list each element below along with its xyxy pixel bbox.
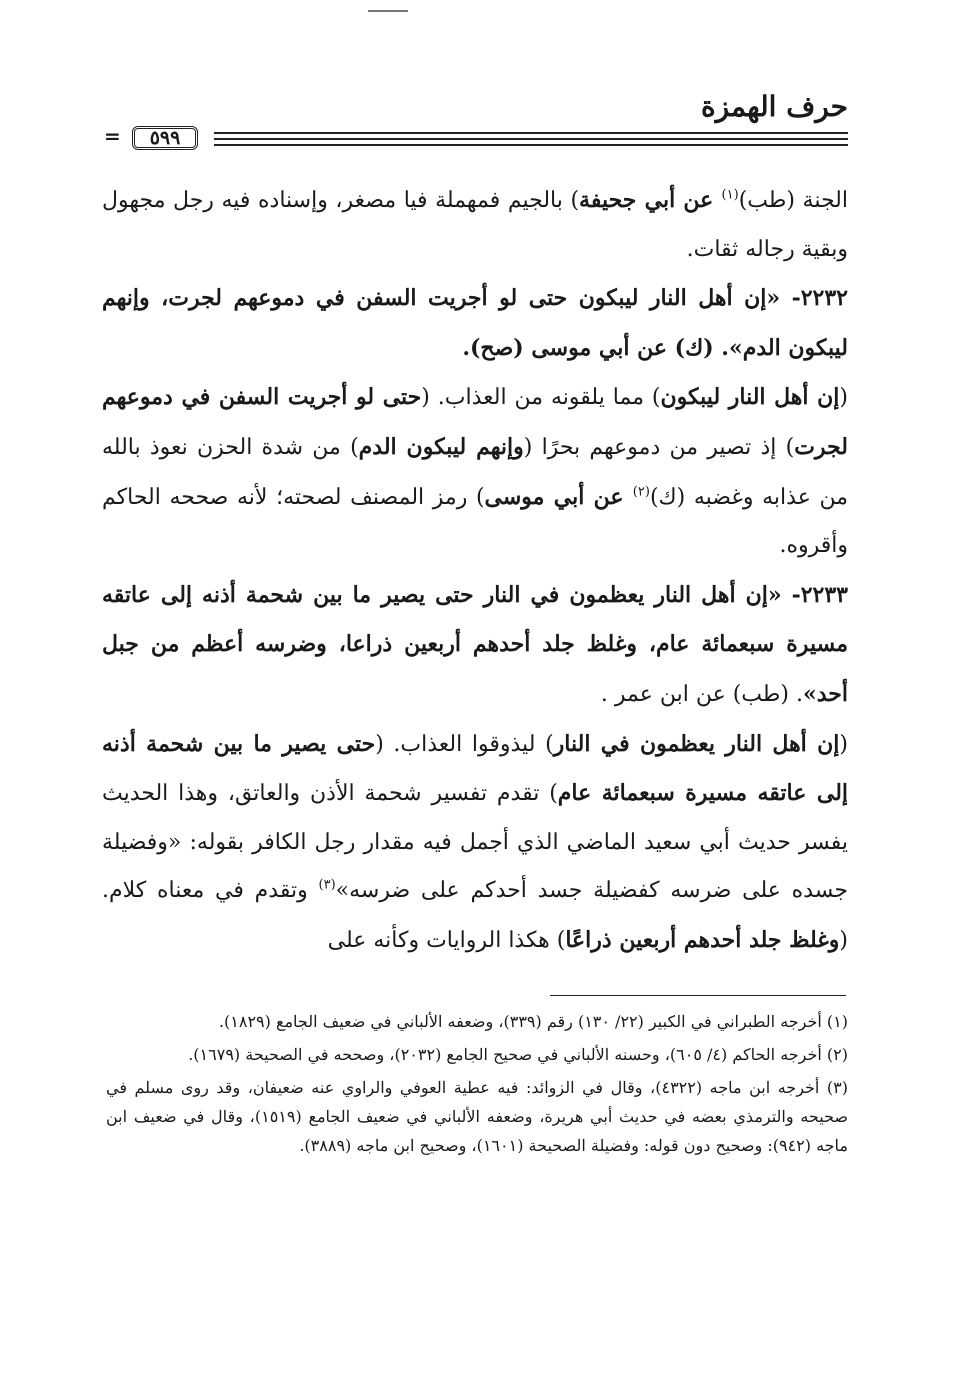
text-span: . (طب) عن ابن عمر . (600, 681, 803, 707)
text-span: وتقدم في معناه كلام. ( (102, 878, 848, 953)
bold-span: حتى لو أجريت السفن في دموعهم لجرت (102, 384, 848, 460)
bold-span: وغلظ جلد أحدهم أربعين ذراعًا (565, 926, 840, 953)
footnote-ref-1: (١) (721, 187, 739, 203)
text-span: ) تقدم تفسير شحمة الأذن والعاتق، وهذا الحديث يفسر حديث أبي سعيد الماضي الذي أجمل فيه مقدار رجل الكافر بقوله: «وفضيلة جسده على ضرسه كفضيلة جسد أحدكم على ضرسه» (102, 781, 848, 904)
footnote-ref-3: (٣) (318, 877, 336, 893)
hadith-text: ٢٢٣٣- «إن أهل النار يعظمون في النار حتى يصير ما بين شحمة أذنه إلى عاتقه مسيرة سبعمائة عام، وغلظ جلد أحدهم أربعين ذراعا، وضرسه أعظم من جبل أحد» (102, 581, 848, 707)
main-text (102, 176, 848, 966)
commentary-2233 (102, 720, 848, 966)
footnote-separator (550, 995, 846, 996)
footnote-1: (١) أخرجه الطبراني في الكبير (٢٢/ ١٣٠) رقم (٣٣٩)، وضعفه الألباني في ضعيف الجامع (١٨٢٩). (218, 1012, 848, 1031)
bold-span: إن أهل النار ليبكون (660, 384, 840, 411)
text-span: الجنة (طب) (738, 188, 848, 213)
bold-span: عن أبي موسى (484, 483, 633, 510)
bold-span: إن أهل النار يعظمون في النار (553, 730, 840, 757)
bold-span: حتى يصير ما بين شحمة أذنه إلى عاتقه مسيرة سبعمائة عام (102, 730, 849, 807)
page-header (96, 90, 848, 152)
chapter-title: حرف الهمزة (700, 90, 848, 123)
text-span: ( (839, 385, 848, 411)
footnote-2: (٢) أخرجه الحاكم (٤/ ٦٠٥)، وحسنه الألباني في صحيح الجامع (٢٠٣٢)، وصححه في الصحيحة (١٦٧٩). (188, 1045, 848, 1064)
page-marker: = (104, 124, 121, 148)
hadith-2232 (102, 274, 848, 373)
footnotes (106, 1007, 848, 1164)
footnote-3: (٣) أخرجه ابن ماجه (٤٣٢٢)، وقال في الزوائد: فيه عطية العوفي والراوي عنه ضعيفان، وقد روى مسلم في صحيحه والترمذي بعضه في حديث أبي هريرة، وضعفه الألباني في ضعيف الجامع (١٥١٩)، وقال في ضعيف ابن ماجه (٩٤٢): وصحيح دون قوله: وفضيلة الصحيحة (١٦٠١)، وصحيح ابن ماجه (٣٨٨٩). (106, 1078, 849, 1155)
footnote-ref-2: (٢) (632, 484, 650, 500)
text-span: ) رمز المصنف لصحته؛ لأنه صححه الحاكم وأقروه. (102, 484, 848, 559)
bold-span: وإنهم ليبكون الدم (358, 433, 524, 460)
bold-span: عن أبي جحيفة (579, 187, 722, 213)
header-rule-line (214, 132, 848, 134)
text-span: ) بالجيم فمهملة فيا مصغر، وإسناده فيه رجل مجهول وبقية رجاله ثقات. (102, 188, 848, 262)
hadith-text: ٢٢٣٢- «إن أهل النار ليبكون حتى لو أجريت السفن في دموعهم لجرت، وإنهم ليبكون الدم». (ك) عن أبي موسى (صح). (102, 285, 848, 361)
text-span: ) من شدة الحزن نعوذ بالله من عذابه وغضبه (ك) (102, 434, 849, 510)
text-span: ) مما يلقونه من العذاب. ( (421, 385, 661, 411)
top-scan-mark (368, 10, 408, 12)
hadith-2233 (102, 571, 848, 720)
commentary-2232 (102, 373, 848, 570)
text-span: ) إذ تصير من دموعهم بحرًا ( (523, 434, 795, 460)
text-span: ( (839, 731, 848, 757)
header-rule-line (214, 144, 848, 146)
paragraph-continuation (102, 176, 848, 274)
text-span: ) هكذا الروايات وكأنه على (327, 927, 566, 953)
header-rule-line (214, 138, 848, 140)
page-number: ٥٩٩ (132, 126, 198, 150)
text-span: ) ليذوقوا العذاب. ( (375, 731, 554, 757)
header-rule (96, 126, 848, 150)
